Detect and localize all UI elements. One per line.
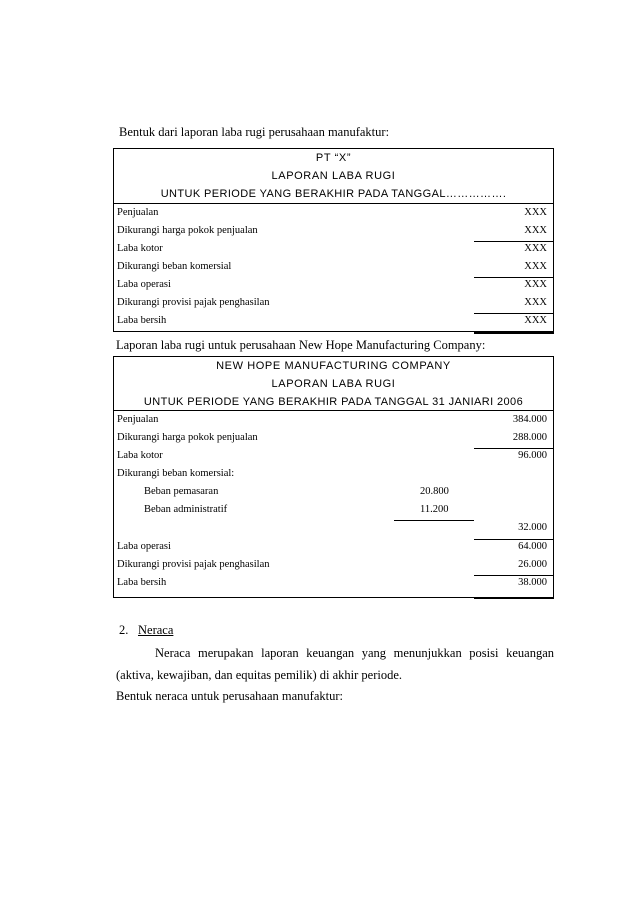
table-row: Dikurangi provisi pajak penghasilan 26.000 (117, 559, 547, 570)
intro-text-2: Laporan laba rugi untuk perusahaan New Hope Manufacturing Company: (116, 338, 486, 352)
table-row: Dikurangi harga pokok penjualan 288.000 (117, 432, 547, 443)
table-row: Beban pemasaran 20.800 (144, 486, 449, 497)
table-row: Penjualan 384.000 (117, 414, 547, 425)
table1-period: UNTUK PERIODE YANG BERAKHIR PADA TANGGAL……………. (160, 188, 507, 200)
double-underline (474, 332, 554, 334)
table-row: Laba operasi 64.000 (117, 541, 547, 552)
table-row: Dikurangi harga pokok penjualan XXX (117, 225, 547, 236)
double-underline (474, 597, 554, 599)
table1-header (114, 149, 553, 203)
paragraph-line-3: Bentuk neraca untuk perusahaan manufaktur: (116, 689, 343, 703)
intro-text-1: Bentuk dari laporan laba rugi perusahaan manufaktur: (119, 125, 390, 139)
table2-title: LAPORAN LABA RUGI (271, 378, 396, 390)
table-row: Penjualan XXX (117, 207, 547, 218)
table-row: Laba bersih 38.000 (117, 577, 547, 588)
section-title: Neraca (138, 623, 174, 637)
paragraph-line-2: (aktiva, kewajiban, dan equitas pemilik) di akhir periode. (116, 668, 403, 682)
table-row: Beban administratif 11.200 (144, 504, 449, 515)
table-row: Laba bersih XXX (117, 315, 547, 326)
table2-header (114, 357, 553, 411)
table-row: Laba kotor XXX (117, 243, 547, 254)
income-statement-template-table (113, 148, 554, 332)
table-row: Dikurangi beban komersial XXX (117, 261, 547, 272)
table-row: Dikurangi beban komersial: (117, 468, 235, 479)
table-row: 32.000 (518, 522, 547, 533)
table2-company: NEW HOPE MANUFACTURING COMPANY (216, 360, 451, 372)
section-number: 2. (119, 623, 129, 637)
table1-title: LAPORAN LABA RUGI (271, 170, 396, 182)
paragraph-line-1: Neraca merupakan laporan keuangan yang menunjukkan posisi keuangan (155, 646, 554, 660)
income-statement-newhope-table (113, 356, 554, 598)
table1-company: PT “X” (315, 152, 352, 164)
table-row: Dikurangi provisi pajak penghasilan XXX (117, 297, 547, 308)
table2-period: UNTUK PERIODE YANG BERAKHIR PADA TANGGAL 31 JANIARI 2006 (143, 396, 524, 408)
table-row: Laba kotor 96.000 (117, 450, 547, 461)
table-row: Laba operasi XXX (117, 279, 547, 290)
